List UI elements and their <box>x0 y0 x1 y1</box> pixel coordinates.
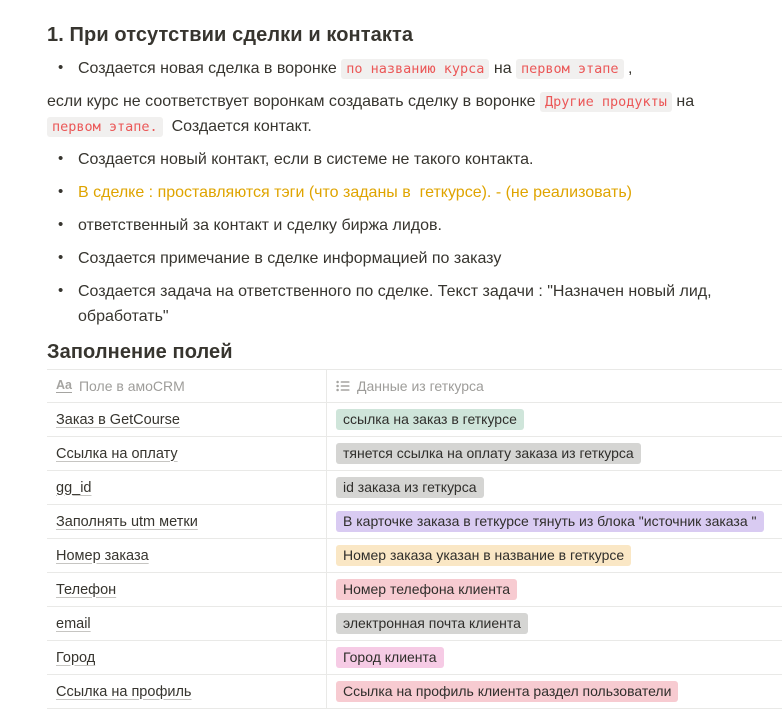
block-text <box>78 283 716 325</box>
table-row <box>47 539 782 573</box>
data-cell[interactable] <box>327 641 782 674</box>
inline-code: Другие продукты <box>540 92 672 112</box>
table-heading: Заполнение полей <box>47 341 233 363</box>
table-row <box>47 573 782 607</box>
field-cell[interactable] <box>47 675 327 708</box>
inline-code: первом этапе <box>516 59 624 79</box>
field-cell[interactable] <box>47 641 327 674</box>
table-row <box>47 505 782 539</box>
inline-code: первом этапе. <box>47 117 163 137</box>
text-segment: ответственный за контакт и сделку биржа лидов. <box>78 217 442 234</box>
table-row <box>47 675 782 709</box>
block-text <box>78 60 632 77</box>
column-header-label: Поле в амоCRM <box>78 378 185 394</box>
field-link[interactable]: Телефон <box>56 581 117 598</box>
block-text <box>78 217 442 234</box>
document-content <box>47 22 782 365</box>
field-cell[interactable] <box>47 573 327 606</box>
tag[interactable]: ссылка на заказ в геткурсе <box>336 409 524 430</box>
title-property-icon: Aa <box>56 378 72 392</box>
field-link[interactable]: Ссылка на профиль <box>56 683 192 700</box>
text-segment: на <box>671 93 699 110</box>
field-link[interactable]: Город <box>56 649 96 666</box>
field-cell[interactable] <box>47 471 327 504</box>
field-cell[interactable] <box>47 505 327 538</box>
data-cell[interactable] <box>327 437 782 470</box>
tag[interactable]: Номер заказа указан в название в геткурсе <box>336 545 631 566</box>
column-header-field[interactable] <box>47 370 327 402</box>
bullet-item <box>47 213 742 238</box>
text-segment: если курс не соответствует воронкам создавать сделку в воронке <box>47 93 540 110</box>
bullet-marker: • <box>58 59 64 76</box>
field-cell[interactable] <box>47 539 327 572</box>
tag[interactable]: электронная почта клиента <box>336 613 528 634</box>
block-text <box>78 184 632 201</box>
tag[interactable]: Номер телефона клиента <box>336 579 517 600</box>
tag[interactable]: id заказа из геткурса <box>336 477 484 498</box>
data-cell[interactable] <box>327 505 782 538</box>
block-text <box>47 93 699 135</box>
field-link[interactable]: Ссылка на оплату <box>56 445 178 462</box>
table-row <box>47 641 782 675</box>
table-header-row <box>47 370 782 403</box>
field-link[interactable]: gg_id <box>56 479 92 496</box>
bullet-marker: • <box>58 216 64 233</box>
table-row <box>47 607 782 641</box>
bullet-item <box>47 56 742 81</box>
data-cell[interactable] <box>327 675 782 708</box>
bullet-marker: • <box>58 249 64 266</box>
bullet-item <box>47 147 742 172</box>
bullet-item <box>47 279 742 329</box>
data-cell[interactable] <box>327 539 782 572</box>
data-cell[interactable] <box>327 471 782 504</box>
tag[interactable]: тянется ссылка на оплату заказа из геткурса <box>336 443 641 464</box>
bullet-marker: • <box>58 150 64 167</box>
block-text <box>78 250 501 267</box>
table-row <box>47 471 782 505</box>
field-cell[interactable] <box>47 607 327 640</box>
paragraph <box>47 89 742 139</box>
text-segment: на <box>489 60 517 77</box>
bullet-marker: • <box>58 282 64 299</box>
text-segment: Создается задача на ответственного по сделке. Текст задачи : "Назначен новый лид, обработать" <box>78 283 717 325</box>
text-segment: Создается контакт. <box>162 118 312 135</box>
tag[interactable]: Город клиента <box>336 647 444 668</box>
tag[interactable]: В карточке заказа в геткурсе тянуть из блока "источник заказа " <box>336 511 764 532</box>
fields-table <box>47 369 782 709</box>
text-segment: Создается новый контакт, если в системе не такого контакта. <box>78 151 534 168</box>
field-link[interactable]: Номер заказа <box>56 547 149 564</box>
multi-select-icon <box>336 379 350 393</box>
tag[interactable]: Ссылка на профиль клиента раздел пользователи <box>336 681 678 702</box>
table-row <box>47 437 782 471</box>
table-row <box>47 403 782 437</box>
text-segment: Создается новая сделка в воронке <box>78 60 342 77</box>
text-segment: В сделке : проставляются тэги (что заданы в геткурсе). - (не реализовать) <box>78 184 632 201</box>
column-header-data[interactable] <box>327 370 782 402</box>
section-heading: 1. При отсутствии сделки и контакта <box>47 24 414 46</box>
field-link[interactable]: Заполнять utm метки <box>56 513 198 530</box>
text-segment: Создается примечание в сделке информацией по заказу <box>78 250 502 267</box>
text-segment: , <box>623 60 633 77</box>
table-body <box>47 403 782 709</box>
field-cell[interactable] <box>47 437 327 470</box>
bullet-marker: • <box>58 183 64 200</box>
column-header-label: Данные из геткурса <box>357 378 484 394</box>
data-cell[interactable] <box>327 573 782 606</box>
data-cell[interactable] <box>327 403 782 436</box>
inline-code: по названию курса <box>341 59 489 79</box>
bullet-list <box>47 56 742 329</box>
field-link[interactable]: Заказ в GetCourse <box>56 411 180 428</box>
field-cell[interactable] <box>47 403 327 436</box>
field-link[interactable]: email <box>56 615 91 632</box>
bullet-item <box>47 180 742 205</box>
bullet-item <box>47 246 742 271</box>
data-cell[interactable] <box>327 607 782 640</box>
block-text <box>78 151 533 168</box>
